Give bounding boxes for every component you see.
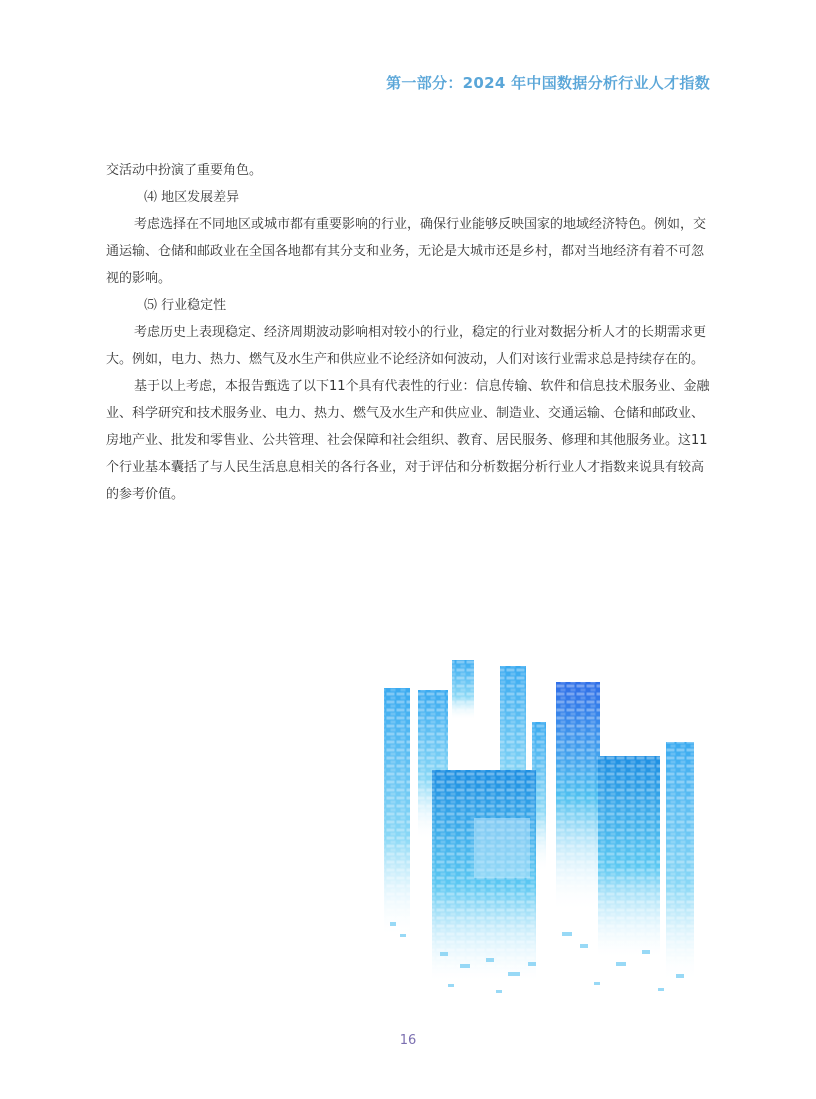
paragraph-regional-differences: 考虑选择在不同地区或城市都有重要影响的行业，确保行业能够反映国家的地域经济特色。例如，交通运输、仓储和邮政业在全国各地都有其分支和业务，无论是大城市还是乡村，都对当地经济有着不可忽视的影响。 xyxy=(106,217,707,286)
section-heading-regional-differences: ⑷ 地区发展差异 xyxy=(144,190,240,205)
building-right-large xyxy=(556,682,660,956)
paragraph-selected-industries: 基于以上考虑，本报告甄选了以下11个具有代表性的行业：信息传输、软件和信息技术服务业、金融业、科学研究和技术服务业、电力、热力、燃气及水生产和供应业、制造业、交通运输、仓储和邮政业、房地产业、批发和零售业、公共管理、社会保障和社会组织、教育、居民服务、修理和其他服务业。这11个行业基本囊括了与人民生活息息相关的各行各业，对于评估和分析数据分析行业人才指数来说具有较高的参考价值。 xyxy=(106,379,710,502)
section-heading-industry-stability: ⑸ 行业稳定性 xyxy=(144,298,227,313)
body-text xyxy=(106,157,712,508)
building-far-left xyxy=(384,688,410,938)
pixel-city-buildings-icon xyxy=(376,652,706,1002)
building-center-front xyxy=(432,770,536,980)
building-far-right xyxy=(666,742,694,982)
paragraph-industry-stability: 考虑历史上表现稳定、经济周期波动影响相对较小的行业，稳定的行业对数据分析人才的长期需求更大。例如，电力、热力、燃气及水生产和供应业不论经济如何波动，人们对该行业需求总是持续存在的。 xyxy=(106,325,707,367)
page-number: 16 xyxy=(399,1033,417,1048)
paragraph-continuation: 交活动中扮演了重要角色。 xyxy=(106,163,263,178)
page-header-title: 第一部分：2024 年中国数据分析行业人才指数 xyxy=(386,74,710,92)
